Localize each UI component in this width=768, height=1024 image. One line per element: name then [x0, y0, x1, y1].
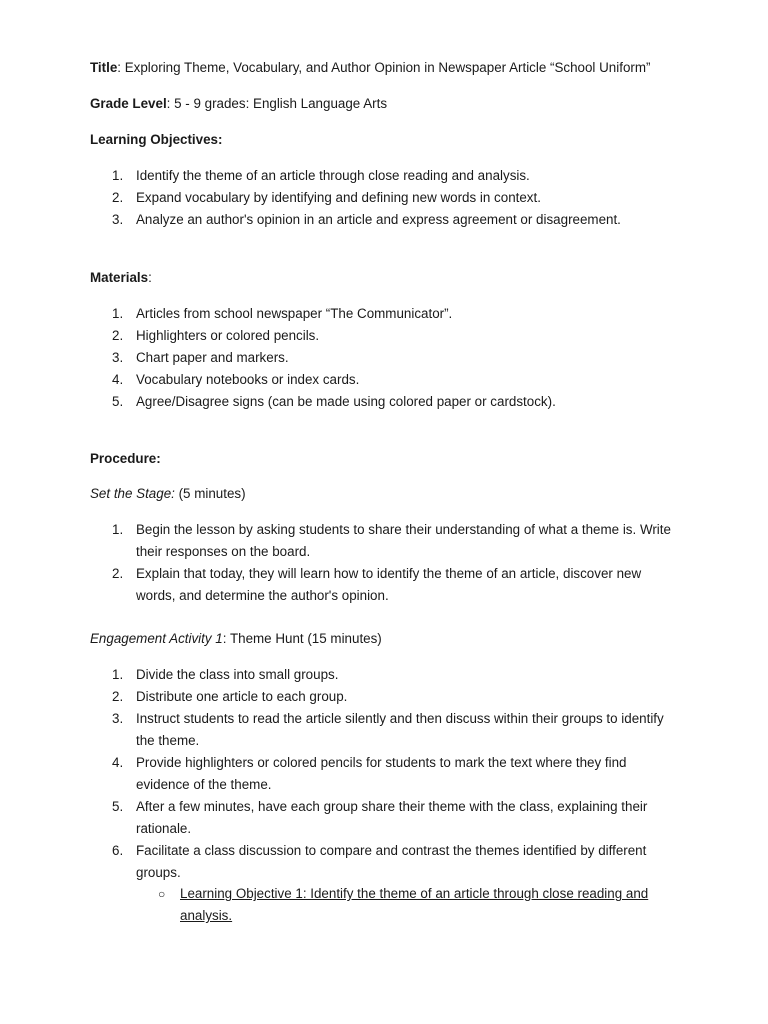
activity-line: Engagement Activity 1: Theme Hunt (15 minutes) — [90, 631, 382, 646]
list-item: 5. After a few minutes, have each group share their theme with the class, explaining their rationale. — [112, 799, 648, 836]
stage-label: Set the Stage: — [90, 486, 175, 501]
objectives-list — [90, 165, 680, 231]
grade-line — [90, 95, 387, 113]
objectives-heading: Learning Objectives: — [90, 132, 223, 147]
list-item: 4. Vocabulary notebooks or index cards. — [112, 372, 360, 387]
activity-steps-list — [90, 664, 680, 884]
list-item: 3. Analyze an author's opinion in an article and express agreement or disagreement. — [112, 212, 621, 227]
list-item: 1. Identify the theme of an article through close reading and analysis. — [112, 168, 530, 183]
list-item: 6. Facilitate a class discussion to compare and contrast the themes identified by different groups. — [112, 843, 647, 880]
procedure-heading: Procedure: — [90, 451, 161, 466]
list-item: 2. Distribute one article to each group. — [112, 689, 348, 704]
list-item: 1. Begin the lesson by asking students to share their understanding of what a theme is. Write their responses on the board. — [112, 522, 671, 559]
materials-heading-line: Materials: — [90, 270, 152, 285]
list-item: 4. Provide highlighters or colored pencils for students to mark the text where they find evidence of the theme. — [112, 755, 627, 792]
grade-text: : 5 - 9 grades: English Language Arts — [166, 96, 388, 111]
list-item: 2. Expand vocabulary by identifying and defining new words in context. — [112, 190, 541, 205]
title-text: : Exploring Theme, Vocabulary, and Author Opinion in Newspaper Article “School Uniform” — [117, 60, 651, 75]
stage-steps-list — [90, 519, 680, 607]
list-item: 1. Articles from school newspaper “The Communicator”. — [112, 306, 453, 321]
list-item: 3. Chart paper and markers. — [112, 350, 289, 365]
title-line — [90, 59, 650, 77]
grade-label: Grade Level — [90, 96, 167, 111]
list-item: 3. Instruct students to read the article silently and then discuss within their groups to identify the theme. — [112, 711, 664, 748]
title-label: Title — [90, 60, 118, 75]
list-item: 2. Explain that today, they will learn how to identify the theme of an article, discover new words, and determine the author's opinion. — [112, 566, 642, 603]
list-item: 2. Highlighters or colored pencils. — [112, 328, 320, 343]
circle-bullet-icon: ○ — [158, 887, 166, 901]
objective-note — [158, 883, 678, 927]
materials-list — [90, 303, 680, 413]
stage-line: Set the Stage: (5 minutes) — [90, 486, 246, 501]
materials-heading: Materials — [90, 270, 149, 285]
objective-note-text: Learning Objective 1: Identify the theme of an article through close reading and analysis. — [180, 886, 649, 923]
list-item: 1. Divide the class into small groups. — [112, 667, 339, 682]
activity-label: Engagement Activity 1 — [90, 631, 223, 646]
list-item: 5. Agree/Disagree signs (can be made using colored paper or cardstock). — [112, 394, 556, 409]
